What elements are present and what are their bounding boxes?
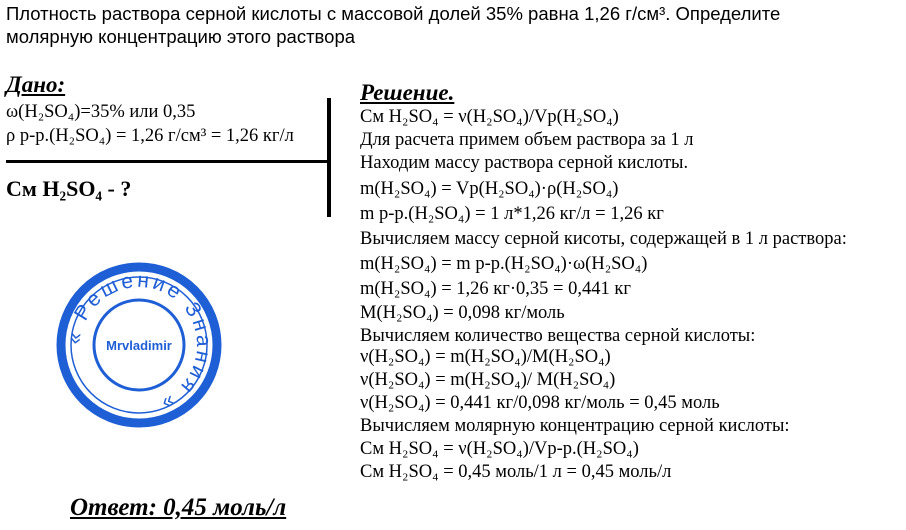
- given-divider: [6, 160, 331, 163]
- answer: Ответ: 0,45 моль/л: [70, 494, 287, 521]
- solution-line: Cм H₂SO₄ = ν(H₂SO₄)/Vр(H₂SO₄): [360, 107, 619, 127]
- solution-line: Вычисляем молярную концентрацию серной кислоты:: [360, 416, 790, 436]
- problem-statement: [6, 2, 780, 48]
- stamp-ring-text: « Решение Знания »: [62, 268, 216, 417]
- find-target: Cм H₂SO₄ - ?: [6, 176, 132, 201]
- solution-line: M(H₂SO₄) = 0,098 кг/моль: [360, 303, 565, 323]
- vertical-divider: [327, 98, 331, 217]
- solution-line: Для расчета примем объем раствора за 1 л: [360, 130, 694, 150]
- problem-line-1: Плотность раствора серной кислоты с массовой долей 35% равна 1,26 г/см³. Определите: [6, 3, 781, 24]
- given-omega: ω(H₂SO₄)=35% или 0,35: [6, 102, 196, 122]
- solution-line: Вычисляем массу серной кисоты, содержащей в 1 л раствора:: [360, 229, 847, 249]
- solution-line: ν(H₂SO₄) = 0,441 кг/0,098 кг/моль = 0,45 моль: [360, 393, 720, 413]
- solution-line: Cм H₂SO₄ = ν(H₂SO₄)/Vр-р.(H₂SO₄): [360, 439, 639, 459]
- solution-line: m р-р.(H₂SO₄) = 1 л*1,26 кг/л = 1,26 кг: [360, 204, 664, 224]
- solution-line: Вычисляем количество вещества серной кислоты:: [360, 326, 756, 346]
- solution-line: Находим массу раствора серной кислоты.: [360, 153, 689, 173]
- solution-line: m(H₂SO₄) = 1,26 кг·0,35 = 0,441 кг: [360, 279, 631, 299]
- given-density: ρ р-р.(H₂SO₄) = 1,26 г/см³ = 1,26 кг/л: [6, 126, 294, 146]
- solution-line: Cм H₂SO₄ = 0,45 моль/1 л = 0,45 моль/л: [360, 462, 672, 482]
- solution-line: ν(H₂SO₄) = m(H₂SO₄)/M(H₂SO₄): [360, 347, 611, 367]
- given-title: Дано:: [6, 72, 66, 97]
- solution-title: Решение.: [360, 80, 455, 105]
- stamp: [54, 260, 224, 430]
- stamp-center-text: Mrvladimir: [106, 338, 172, 353]
- problem-line-2: молярную концентрацию этого раствора: [6, 26, 356, 47]
- solution-line: m(H₂SO₄) = m р-р.(H₂SO₄)·ω(H₂SO₄): [360, 254, 648, 274]
- solution-line: m(H₂SO₄) = Vр(H₂SO₄)·ρ(H₂SO₄): [360, 179, 619, 199]
- solution-line: ν(H₂SO₄) = m(H₂SO₄)/ M(H₂SO₄): [360, 370, 616, 390]
